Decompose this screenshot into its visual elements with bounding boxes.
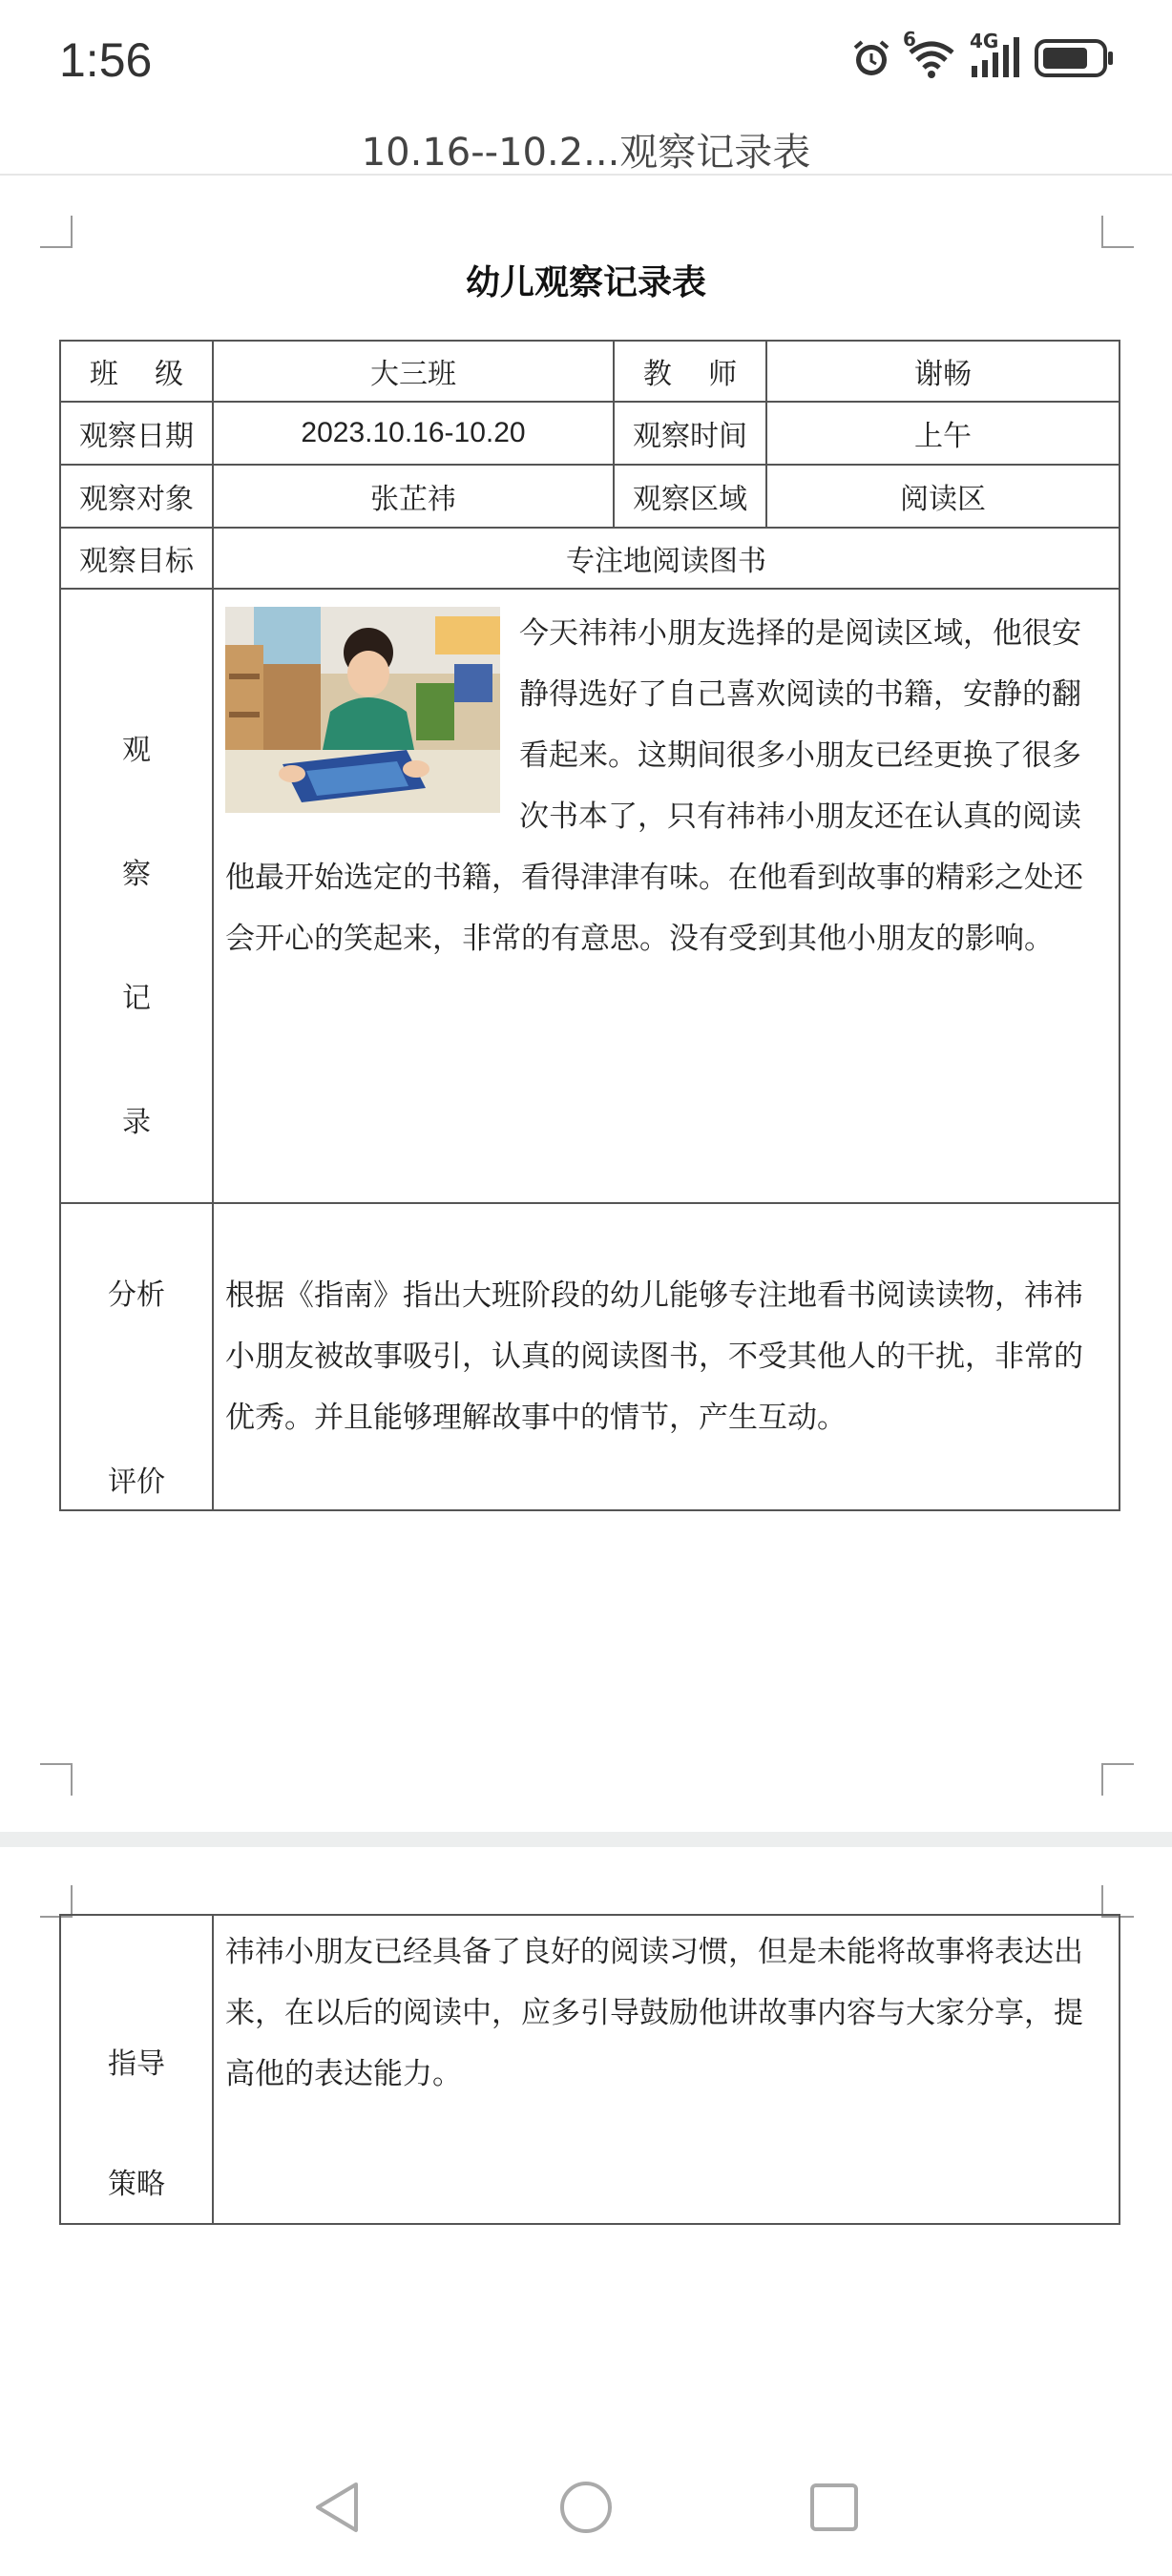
document-title: 10.16--10.2...观察记录表 (361, 131, 811, 175)
record-label-char: 录 (122, 1106, 151, 1139)
analysis-text: 根据《指南》指出大班阶段的幼儿能够专注地看书阅读读物，祎祎小朋友被故事吸引，认真的阅读图书，不受其他人的干扰，非常的优秀。并且能够理解故事中的情节，产生互动。 (225, 1278, 1083, 1435)
page-corner-mark (1101, 1885, 1134, 1918)
record-label-char: 记 (122, 982, 151, 1015)
status-time: 1:56 (59, 33, 153, 87)
form-title: 幼儿观察记录表 (465, 263, 706, 302)
analysis-label (61, 1271, 212, 1500)
teacher-value: 谢畅 (766, 341, 1120, 402)
back-triangle-icon (310, 2479, 362, 2540)
recents-button[interactable] (796, 2471, 872, 2547)
home-circle-icon (557, 2479, 615, 2540)
page-corner-mark (40, 1885, 73, 1918)
page-separator (0, 1832, 1172, 1847)
record-content (214, 590, 1119, 969)
page-corner-mark (40, 1763, 73, 1796)
document-title-bar (0, 114, 1172, 176)
goal-value: 专注地阅读图书 (213, 528, 1120, 589)
observation-table (59, 340, 1120, 1511)
observation-photo (225, 607, 500, 813)
analysis-label-cell (60, 1203, 213, 1510)
record-label-char: 察 (122, 858, 151, 891)
record-label-char: 观 (122, 734, 151, 767)
page-corner-mark (40, 216, 73, 248)
strategy-label-line: 策略 (108, 2168, 165, 2201)
analysis-label-line: 评价 (108, 1465, 165, 1499)
recents-square-icon (807, 2481, 861, 2538)
wifi-badge: 6 (903, 28, 916, 51)
area-label: 观察区域 (614, 465, 766, 528)
table-row (60, 1203, 1120, 1510)
analysis-content-cell (213, 1203, 1120, 1510)
record-label-cell (60, 589, 213, 1203)
table-row (60, 589, 1120, 1203)
table-row (60, 341, 1120, 402)
time-label: 观察时间 (614, 402, 766, 465)
home-button[interactable] (548, 2471, 624, 2547)
date-label: 观察日期 (60, 402, 213, 465)
strategy-text: 祎祎小朋友已经具备了良好的阅读习惯，但是未能将故事将表达出来，在以后的阅读中，应多引导鼓励他讲故事内容与大家分享，提高他的表达能力。 (225, 1935, 1083, 2091)
status-bar (0, 0, 1172, 114)
table-row (60, 1915, 1120, 2224)
status-icons (849, 28, 1115, 82)
table-row (60, 465, 1120, 528)
strategy-table (59, 1914, 1120, 2225)
record-content-cell (213, 589, 1120, 1203)
class-value: 大三班 (213, 341, 614, 402)
subject-label: 观察对象 (60, 465, 213, 528)
table-row (60, 528, 1120, 589)
teacher-label: 教 师 (614, 341, 766, 402)
strategy-label-line: 指导 (108, 2047, 165, 2081)
date-value: 2023.10.16-10.20 (213, 402, 614, 465)
network-type: 4G (970, 30, 999, 52)
back-button[interactable] (298, 2471, 374, 2547)
analysis-label-line: 分析 (108, 1278, 165, 1312)
subject-value: 张芷祎 (213, 465, 614, 528)
signal-icon (970, 30, 1021, 79)
class-label: 班 级 (60, 341, 213, 402)
battery-icon (1035, 38, 1115, 78)
area-value: 阅读区 (766, 465, 1120, 528)
goal-label: 观察目标 (60, 528, 213, 589)
wifi-icon (903, 28, 956, 79)
record-text: 今天祎祎小朋友选择的是阅读区域，他很安静得选好了自己喜欢阅读的书籍，安静的翻看起来。这期间很多小朋友已经更换了很多次书本了，只有祎祎小朋友还在认真的阅读他最开始选定的书籍，看得津津有味。在他看到故事的精彩之处还会开心的笑起来，非常的有意思。没有受到其他小朋友的影响。 (225, 616, 1083, 956)
record-label (61, 685, 212, 1181)
alarm-icon (849, 36, 893, 80)
strategy-content-cell (213, 1915, 1120, 2224)
time-value: 上午 (766, 402, 1120, 465)
table-row (60, 402, 1120, 465)
page-corner-mark (1101, 1763, 1134, 1796)
page-corner-mark (1101, 216, 1134, 248)
strategy-label (61, 2040, 212, 2202)
strategy-label-cell (60, 1915, 213, 2224)
